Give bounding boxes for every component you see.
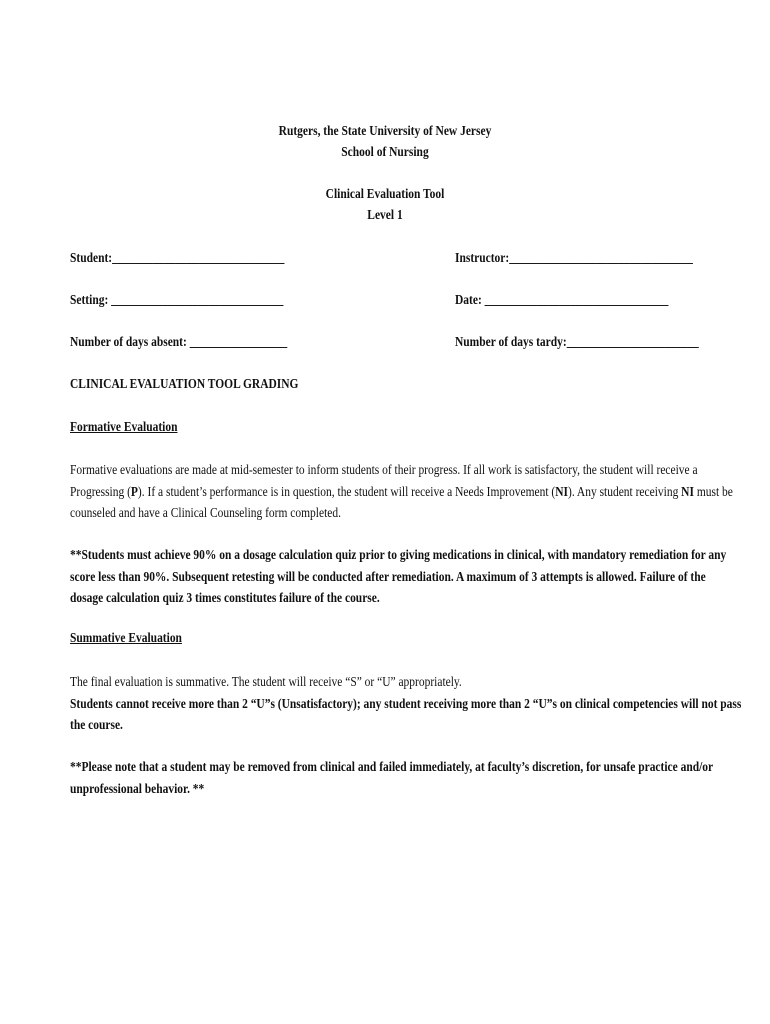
summative-line-2: Students cannot receive more than 2 “U”s (Unsatisfactory); any student receiving more than 2 “U”s on clinical competencies will not pass	[70, 696, 742, 712]
formative-line-1: Formative evaluations are made at mid-semester to inform students of their progress. If all work is satisfactory, the student will receive a	[70, 463, 698, 478]
note-line-2: unprofessional behavior. **	[70, 781, 205, 797]
formative-line-2	[70, 482, 733, 504]
progressing-code: P	[130, 484, 138, 500]
summative-line-3: the course.	[70, 718, 123, 733]
dosage-paragraph	[70, 545, 727, 610]
note-paragraph	[70, 757, 714, 800]
tool-title: Clinical Evaluation Tool	[325, 187, 445, 202]
summative-heading: Summative Evaluation	[70, 631, 182, 646]
formative-line-3: counseled and have a Clinical Counseling form completed.	[70, 506, 341, 521]
formative-heading: Formative Evaluation	[70, 420, 178, 435]
grading-heading: CLINICAL EVALUATION TOOL GRADING	[70, 377, 299, 392]
needs-improvement-code: NI	[555, 484, 568, 500]
date-field[interactable]: Date: ________________________________	[455, 293, 669, 308]
text-run: ). Any student receiving	[567, 484, 682, 500]
summative-paragraph	[70, 672, 742, 737]
level-label: Level 1	[367, 208, 403, 223]
dosage-line-2: score less than 90%. Subsequent retesting will be conducted after remediation. A maximum of 3 attempts is allowed. Failure of the	[70, 569, 706, 585]
school-name: School of Nursing	[341, 145, 429, 160]
student-field[interactable]: Student:______________________________	[70, 251, 285, 266]
instructor-field[interactable]: Instructor:________________________________	[455, 251, 693, 266]
days-tardy-field[interactable]: Number of days tardy:_______________________	[455, 335, 699, 350]
days-absent-field[interactable]: Number of days absent: _________________	[70, 335, 288, 350]
dosage-line-3: dosage calculation quiz 3 times constitutes failure of the course.	[70, 591, 380, 606]
university-name: Rutgers, the State University of New Jersey	[278, 124, 492, 139]
setting-field[interactable]: Setting: ______________________________	[70, 293, 284, 308]
formative-paragraph	[70, 460, 733, 525]
text-run: Progressing (	[70, 484, 131, 500]
note-line-1: **Please note that a student may be removed from clinical and failed immediately, at faculty’s discretion, for unsafe practice and/or	[70, 760, 714, 775]
needs-improvement-code: NI	[681, 484, 694, 500]
text-run: ). If a student’s performance is in question, the student will receive a Needs Improvement (	[137, 484, 556, 500]
text-run: must be	[693, 484, 733, 500]
dosage-line-1: **Students must achieve 90% on a dosage calculation quiz prior to giving medications in clinical, with mandatory remediation for any	[70, 548, 727, 563]
summative-line-1: The final evaluation is summative. The student will receive “S” or “U” appropriately.	[70, 675, 462, 690]
